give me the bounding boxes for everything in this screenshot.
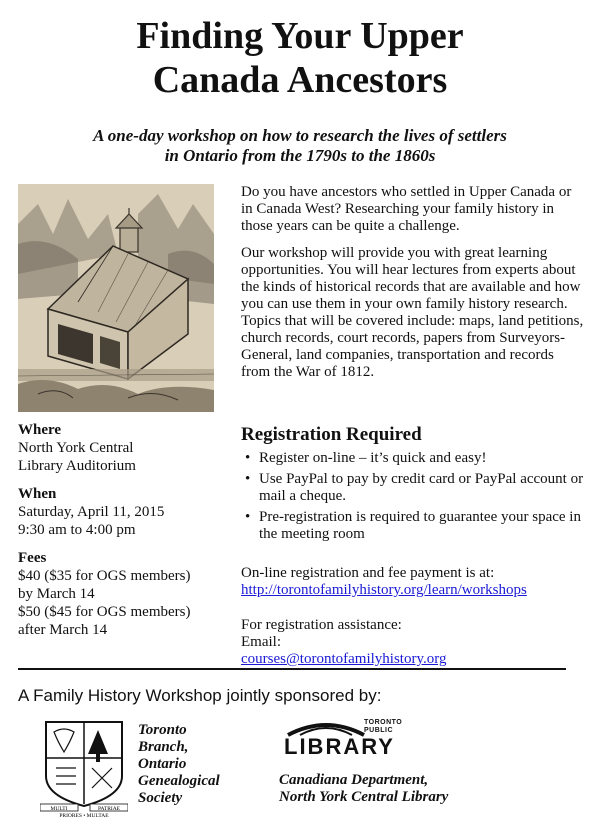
ogs-line-3: Ontario [138, 756, 187, 772]
fees-line-2: by March 14 [18, 586, 95, 602]
divider [18, 668, 566, 670]
intro-section [241, 184, 586, 391]
list-item: • Use PayPal to pay by credit card or PayPal account or mail a cheque. [241, 471, 591, 505]
fees-label: Fees [18, 550, 47, 566]
subtitle [0, 126, 600, 166]
tpl-toronto: TORONTO [364, 719, 403, 726]
tpl-library-wordmark: LIBRARY [284, 734, 395, 759]
event-info [18, 421, 228, 649]
online-label: On-line registration and fee payment is at: [241, 565, 495, 581]
when-line-1: Saturday, April 11, 2015 [18, 504, 165, 520]
ogs-name [138, 722, 248, 807]
registration-heading: Registration Required [241, 424, 422, 445]
fees-block [18, 549, 228, 639]
nycl-name [279, 772, 519, 806]
nycl-line-1: Canadiana Department, [279, 772, 429, 788]
where-block [18, 421, 228, 475]
subtitle-line-1: A one-day workshop on how to research the lives of settlers [93, 126, 507, 145]
ogs-line-1: Toronto [138, 722, 187, 738]
email-link[interactable]: courses@torontofamilyhistory.org [241, 651, 447, 667]
intro-paragraph-1: Do you have ancestors who settled in Upper Canada or in Canada West? Researching your family history in those years can be quite a challenge. [241, 184, 572, 234]
title-line-2: Canada Ancestors [152, 59, 448, 101]
page-title [0, 14, 600, 102]
where-line-1: North York Central [18, 440, 134, 456]
toronto-public-library-logo [284, 719, 424, 763]
tpl-public: PUBLIC [364, 727, 394, 734]
list-item: • Register on-line – it’s quick and easy! [241, 450, 591, 467]
assist-label: For registration assistance: [241, 617, 402, 633]
when-block [18, 485, 228, 539]
ogs-line-2: Branch, [138, 739, 189, 755]
title-line-1: Finding Your Upper [136, 15, 464, 57]
online-registration [241, 565, 591, 599]
tpl-small-text [364, 719, 402, 735]
intro-paragraph-2: Our workshop will provide you with great learning opportunities. You will hear lectures from experts about the kinds of historical records that are available and how you can use them in your own family history research. Topics that will be covered include: maps, land petitions, church records, court records, papers from Surveyors-General, land companies, transportation and records from the War of 1812. [241, 245, 584, 380]
registration-list [241, 450, 591, 543]
crest-motto-bottom: PRIORES • MULTAE [59, 813, 109, 818]
registration-assistance [241, 617, 591, 668]
settler-house-sketch [18, 184, 214, 412]
when-line-2: 9:30 am to 4:00 pm [18, 522, 136, 538]
crest-motto-left: MULTI [50, 806, 68, 812]
list-item: • Pre-registration is required to guarantee your space in the meeting room [241, 509, 591, 543]
workshops-link[interactable]: http://torontofamilyhistory.org/learn/workshops [241, 582, 527, 598]
where-label: Where [18, 422, 62, 438]
sponsor-heading: A Family History Workshop jointly sponsored by: [18, 686, 382, 705]
fees-line-4: after March 14 [18, 622, 108, 638]
nycl-line-2: North York Central Library [279, 789, 449, 805]
crest-icon [40, 718, 128, 818]
ogs-line-5: Society [138, 790, 183, 806]
ogs-crest-logo [40, 718, 128, 818]
fees-line-3: $50 ($45 for OGS members) [18, 604, 191, 620]
registration-section [241, 424, 591, 668]
sketch-illustration [18, 184, 214, 412]
subtitle-line-2: in Ontario from the 1790s to the 1860s [164, 146, 436, 165]
where-line-2: Library Auditorium [18, 458, 136, 474]
email-prefix: Email: [241, 634, 281, 650]
when-label: When [18, 486, 57, 502]
fees-line-1: $40 ($35 for OGS members) [18, 568, 191, 584]
crest-motto-right: PATRIAE [97, 806, 121, 812]
ogs-line-4: Genealogical [138, 773, 220, 789]
